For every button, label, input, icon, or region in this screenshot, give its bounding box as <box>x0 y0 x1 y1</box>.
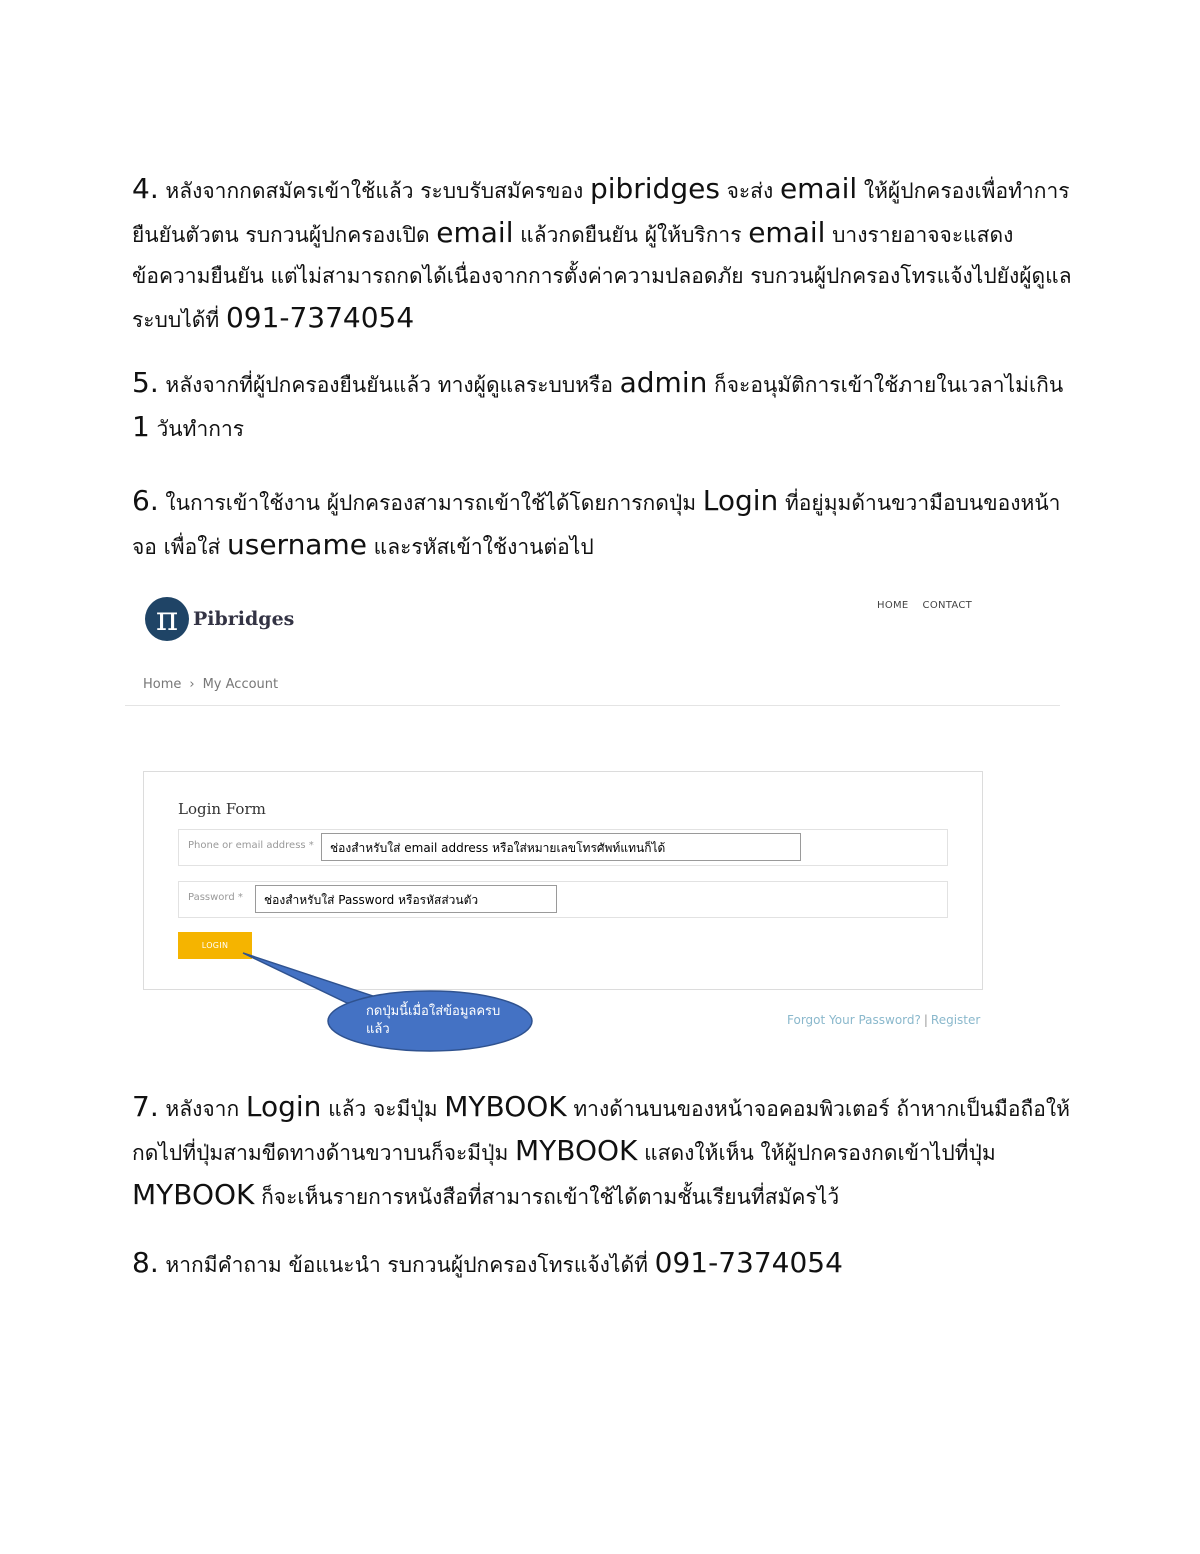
paragraph-text: แล้วกดยืนยัน ผู้ให้บริการ <box>513 223 749 247</box>
paragraph-text: ที่อยู่มุมด้านขวามือบนของหน้าจอ เพื่อใส่ <box>132 491 1061 559</box>
paragraph-text: หลังจากกดสมัครเข้าใช้แล้ว ระบบรับสมัครของ <box>158 179 590 203</box>
password-annotation: ช่องสำหรับใส่ Password หรือรหัสส่วนตัว <box>255 885 557 913</box>
paragraph-text: แล้ว จะมีปุ่ม <box>321 1097 445 1121</box>
step-number: 7. <box>132 1090 159 1123</box>
keyword: email <box>436 216 514 249</box>
login-button[interactable]: LOGIN <box>178 932 252 959</box>
callout-bubble <box>125 585 1060 1060</box>
password-label: Password * <box>188 892 243 903</box>
paragraph-text: ในการเข้าใช้งาน ผู้ปกครองสามารถเข้าใช้ได้โดยการกดปุ่ม <box>158 491 703 515</box>
forgot-password-link[interactable]: Forgot Your Password? <box>787 1013 921 1027</box>
paragraph-text: ก็จะเห็นรายการหนังสือที่สามารถเข้าใช้ได้ตามชั้นเรียนที่สมัครไว้ <box>254 1185 840 1209</box>
keyword: email <box>779 172 858 205</box>
keyword: MYBOOK <box>444 1090 567 1123</box>
breadcrumb-separator-icon: › <box>189 677 195 692</box>
login-page-screenshot <box>125 585 1060 1060</box>
paragraph-text: วันทำการ <box>149 417 245 441</box>
phone-number: 091-7374054 <box>225 301 415 334</box>
nav-home[interactable]: HOME <box>877 600 909 611</box>
paragraph-text: ให้ผู้ปกครองเพื่อทำการยืนยันตัวตน รบกวนผู้ปกครองเปิด <box>132 179 1070 247</box>
keyword: admin <box>619 366 708 399</box>
paragraph-text: หากมีคำถาม ข้อแนะนำ รบกวนผู้ปกครองโทรแจ้งได้ที่ <box>158 1253 655 1277</box>
keyword: pibridges <box>589 172 720 205</box>
link-separator: | <box>923 1013 928 1027</box>
paragraph-text: และรหัสเข้าใช้งานต่อไป <box>366 535 594 559</box>
paragraph-text: จะส่ง <box>719 179 780 203</box>
keyword: MYBOOK <box>515 1134 638 1167</box>
phone-email-label: Phone or email address * <box>188 840 314 851</box>
keyword: username <box>226 528 367 561</box>
phone-number: 091-7374054 <box>654 1246 843 1279</box>
keyword: MYBOOK <box>132 1178 255 1211</box>
keyword: Login <box>702 484 779 517</box>
callout-pointer <box>243 953 385 1003</box>
paragraph-4 <box>132 168 1072 341</box>
paragraph-5 <box>132 362 1072 450</box>
step-number: 5. <box>132 366 159 399</box>
paragraph-text: หลังจาก <box>158 1097 246 1121</box>
step-number: 6. <box>132 484 159 517</box>
paragraph-text: ก็จะอนุมัติการเข้าใช้ภายในเวลาไม่เกิน <box>707 373 1064 397</box>
keyword: Login <box>245 1090 322 1123</box>
paragraph-text: บางรายอาจจะแสดงข้อความยืนยัน แต่ไม่สามารถกดได้เนื่องจากการตั้งค่าความปลอดภัย รบกวนผู้ปกครองโทรแจ้งไปยังผู้ดูแลระบบได้ที่ <box>132 223 1072 332</box>
keyword: email <box>748 216 826 249</box>
register-link[interactable]: Register <box>930 1013 981 1027</box>
callout-text: กดปุ่มนี้เมื่อใส่ข้อมูลครบแล้ว <box>366 1004 501 1037</box>
login-form-title: Login Form <box>178 800 266 818</box>
breadcrumb-my-account: My Account <box>202 677 279 692</box>
pi-logo-icon: π <box>145 597 189 641</box>
paragraph-text: หลังจากที่ผู้ปกครองยืนยันแล้ว ทางผู้ดูแลระบบหรือ <box>158 373 620 397</box>
keyword: 1 <box>132 410 150 443</box>
nav-contact[interactable]: CONTACT <box>922 600 973 611</box>
breadcrumb-home[interactable]: Home <box>143 677 182 692</box>
paragraph-6 <box>132 480 1072 568</box>
account-links <box>787 1013 980 1027</box>
step-number: 8. <box>132 1246 159 1279</box>
phone-email-annotation: ช่องสำหรับใส่ email address หรือใส่หมายเลขโทรศัพท์แทนก็ได้ <box>321 833 801 861</box>
step-number: 4. <box>132 172 159 205</box>
logo-text: Pibridges <box>193 608 295 630</box>
paragraph-text: ทางด้านบนของหน้าจอคอมพิวเตอร์ ถ้าหากเป็นมือถือให้กดไปที่ปุ่มสามขีดทางด้านขวาบนก็จะมีปุ่ม <box>132 1097 1070 1165</box>
paragraph-7 <box>132 1086 1072 1218</box>
paragraph-text: แสดงให้เห็น ให้ผู้ปกครองกดเข้าไปที่ปุ่ม <box>637 1141 996 1165</box>
paragraph-8 <box>132 1242 1072 1286</box>
